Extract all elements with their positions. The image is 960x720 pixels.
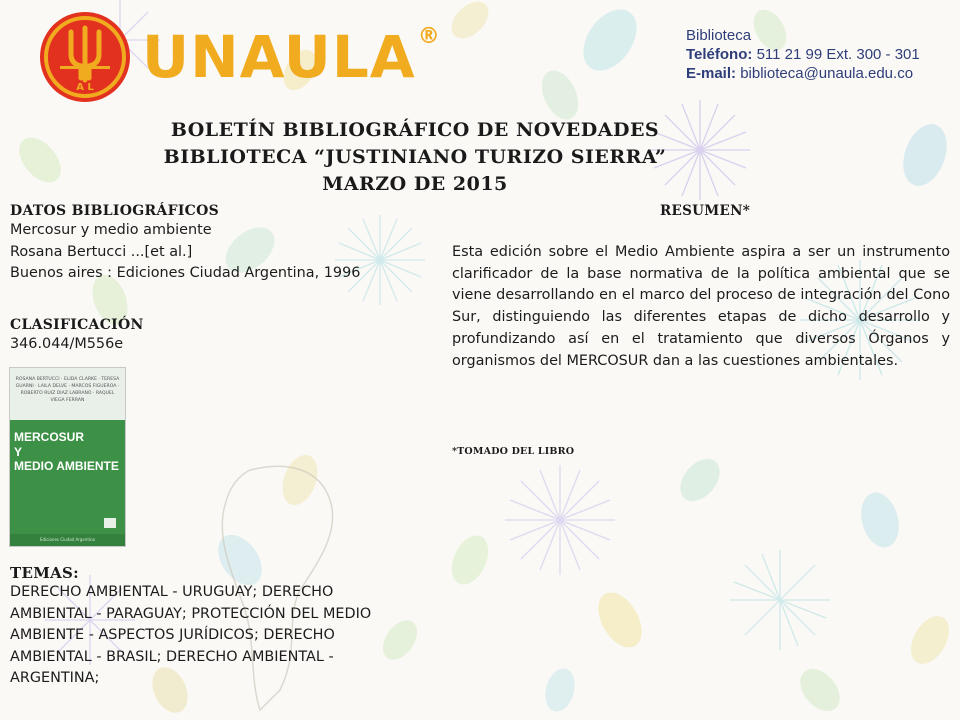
classification: [10, 316, 410, 356]
title-line-1: BOLETÍN BIBLIOGRÁFICO DE NOVEDADES: [170, 119, 660, 141]
publisher-logo-icon: [104, 518, 116, 528]
datos-heading: DATOS BIBLIOGRÁFICOS: [10, 203, 220, 219]
cover-title: [14, 430, 124, 474]
subjects-text: DERECHO AMBIENTAL - URUGUAY; DERECHO AMBIENTAL - PARAGUAY; PROTECCIÓN DEL MEDIO AMBIENTE - ASPECTOS JURÍDICOS; DERECHO AMBIENTAL - BRASIL; DERECHO AMBIENTAL - ARGENTINA;: [10, 584, 372, 686]
emblem-letters: A L: [76, 82, 94, 93]
subjects: [10, 564, 410, 690]
cover-title-line-2: Y: [14, 444, 23, 459]
temas-heading: TEMAS:: [10, 564, 80, 582]
book-title: Mercosur y medio ambiente: [10, 222, 212, 238]
book-authors: Rosana Bertucci ...[et al.]: [10, 243, 193, 260]
call-number: 346.044/M556e: [10, 336, 124, 352]
cover-title-line-1: MERCOSUR: [14, 430, 85, 444]
clasificacion-heading: CLASIFICACIÓN: [10, 317, 144, 333]
brand-wordmark: [142, 22, 441, 92]
unaula-emblem-icon: [38, 10, 132, 104]
registered-mark: ®: [417, 24, 441, 49]
contact-phone: [686, 45, 920, 64]
title-line-2: BIBLIOTECA “JUSTINIANO TURIZO SIERRA”: [163, 146, 667, 168]
contact-email: [686, 64, 920, 83]
phone-label: Teléfono:: [686, 46, 753, 63]
contact-block: [686, 26, 920, 83]
resumen-body: Esta edición sobre el Medio Ambiente aspira a ser un instrumento clarificador de la base normativa de la política ambiental que se viene desarrollando en el marco del proceso de integración del Cono Sur, distinguiendo las diferentes etapas de dicho desarrollo y profundizando así en el tratamiento que diversos Órganos y organismos del MERCOSUR dan a las cuestiones ambientales.: [452, 244, 950, 369]
brand-name: UNAULA: [142, 23, 416, 91]
cover-title-line-3: MEDIO AMBIENTE: [14, 459, 119, 473]
cover-publisher: Ediciones Ciudad Argentina: [10, 534, 125, 546]
cover-authors: ROSANA BERTUCCI · ELIDA CLARKE · TERESA GUARNI · LAILA DELVE · MARCOS FIGUEROA · ROBERTO RUIZ DIAZ LABRANO · RAQUEL VIEGA FERRAN: [15, 377, 120, 403]
phone-value: 511 21 99 Ext. 300 - 301: [756, 46, 920, 63]
book-publication: Buenos aires : Ediciones Ciudad Argentina, 1996: [10, 265, 361, 281]
book-cover-image: [10, 368, 125, 546]
bibliographic-data: [10, 202, 410, 285]
source-note: *TOMADO DEL LIBRO: [452, 446, 575, 457]
contact-library: Biblioteca: [686, 27, 752, 44]
email-label: E-mail:: [686, 65, 737, 82]
title-line-3: MARZO DE 2015: [322, 173, 508, 195]
email-value[interactable]: biblioteca@unaula.edu.co: [740, 65, 914, 82]
resumen-heading: RESUMEN*: [660, 203, 751, 219]
bulletin-title: [150, 117, 680, 198]
